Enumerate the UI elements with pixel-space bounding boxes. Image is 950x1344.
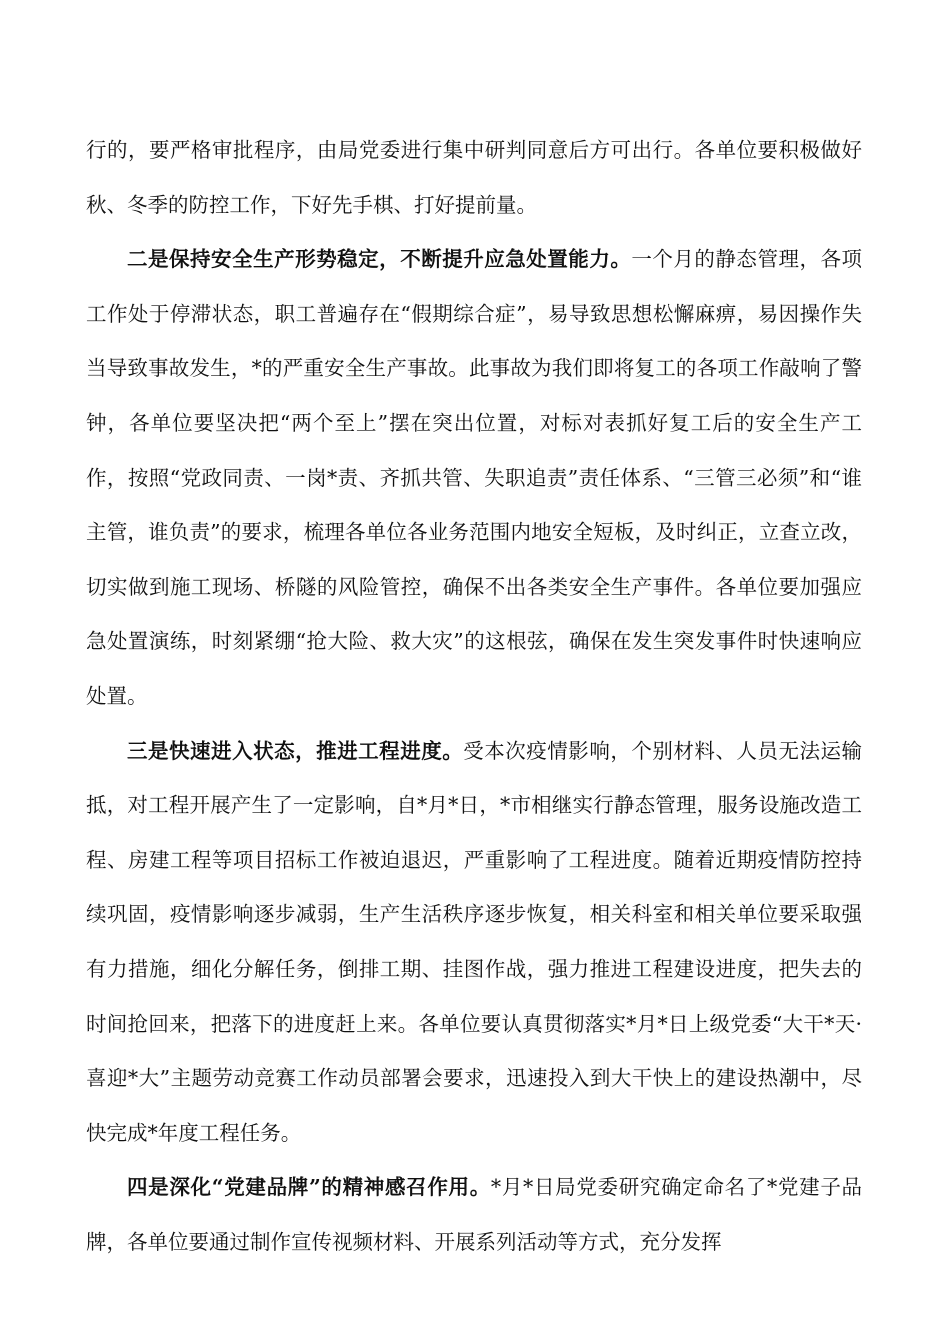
paragraph-lead-heading: 二是保持安全生产形势稳定，不断提升应急处置能力。	[127, 247, 632, 272]
paragraph-text: 一个月的静态管理，各项工作处于停滞状态，职工普遍存在“假期综合症”，易导致思想松懈麻痹，易因操作失当导致事故发生，*的严重安全生产事故。此事故为我们即将复工的各项工作敲响了警钟，各单位要坚决把“两个至上”摆在突出位置，对标对表抓好复工后的安全生产工作，按照“党政同责、一岗*责、齐抓共管、失职追责”责任体系、“三管三必须”和“谁主管，谁负责”的要求，梳理各单位各业务范围内地安全短板，及时纠正，立查立改，切实做到施工现场、桥隧的风险管控，确保不出各类安全生产事件。各单位要加强应急处置演练，时刻紧绷“抢大险、救大灾”的这根弦，确保在发生突发事件时快速响应处置。	[86, 247, 863, 708]
paragraph-continuation	[86, 123, 862, 232]
paragraph-text: 行的，要严格审批程序，由局党委进行集中研判同意后方可出行。各单位要积极做好秋、冬季的防控工作，下好先手棋、打好提前量。	[86, 138, 862, 217]
paragraph-party-brand	[86, 1160, 862, 1269]
paragraph-text: *月*日局党委研究确定命名了*党建子品牌，各单位要通过制作宣传视频材料、开展系列活动等方式，充分发挥	[86, 1175, 862, 1254]
document-body	[86, 123, 862, 1269]
paragraph-text: 受本次疫情影响，个别材料、人员无法运输抵，对工程开展产生了一定影响，自*月*日，*市相继实行静态管理，服务设施改造工程、房建工程等项目招标工作被迫退迟，严重影响了工程进度。随着近期疫情防控持续巩固，疫情影响逐步减弱，生产生活秩序逐步恢复，相关科室和相关单位要采取强有力措施，细化分解任务，倒排工期、挂图作战，强力推进工程建设进度，把失去的时间抢回来，把落下的进度赶上来。各单位要认真贯彻落实*月*日上级党委“大干*天·喜迎*大”主题劳动竞赛工作动员部署会要求，迅速投入到大干快上的建设热潮中，尽快完成*年度工程任务。	[86, 738, 862, 1145]
paragraph-lead-heading: 三是快速进入状态，推进工程进度。	[127, 738, 464, 763]
paragraph-project-progress	[86, 724, 862, 1161]
paragraph-lead-heading: 四是深化“党建品牌”的精神感召作用。	[127, 1175, 491, 1200]
paragraph-safety-production	[86, 232, 862, 723]
